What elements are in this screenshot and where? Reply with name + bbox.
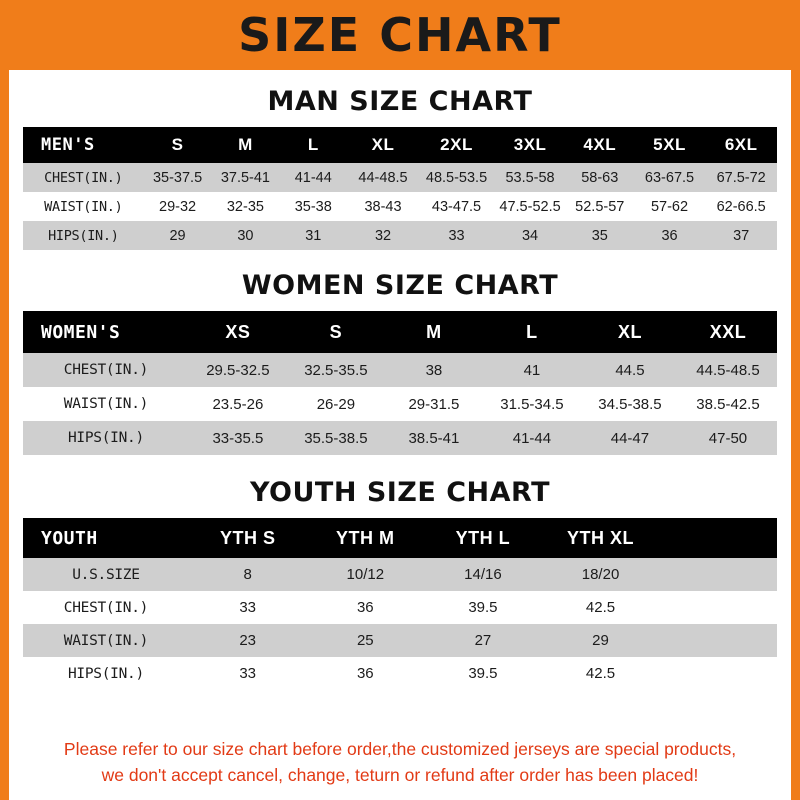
- man-cell-0-8: 67.5-72: [705, 163, 777, 192]
- man-col-1: M: [238, 135, 253, 154]
- table-row: [23, 558, 777, 591]
- order-notice: [23, 729, 777, 800]
- man-col-8: 6XL: [724, 135, 758, 154]
- women-cell-2-2: 38.5-41: [385, 421, 483, 455]
- women-cell-0-5: 44.5-48.5: [679, 353, 777, 387]
- table-row: [23, 353, 777, 387]
- man-col-5: 3XL: [513, 135, 547, 154]
- man-table-header-row: [23, 127, 777, 163]
- man-header-label: MEN'S: [41, 135, 95, 155]
- man-size-table: [23, 127, 777, 250]
- youth-cell-2-4: [659, 624, 777, 657]
- youth-cell-2-1: 25: [307, 624, 425, 657]
- man-cell-0-7: 63-67.5: [634, 163, 706, 192]
- women-cell-2-1: 35.5-38.5: [287, 421, 385, 455]
- man-cell-0-5: 53.5-58: [494, 163, 566, 192]
- table-row: [23, 624, 777, 657]
- man-cell-1-6: 52.5-57: [566, 192, 634, 221]
- man-row-2-label: HIPS(IN.): [23, 221, 144, 250]
- youth-section-title: YOUTH SIZE CHART: [249, 477, 551, 508]
- youth-cell-3-1: 36: [307, 657, 425, 690]
- women-cell-1-2: 29-31.5: [385, 387, 483, 421]
- youth-cell-0-2: 14/16: [424, 558, 542, 591]
- man-cell-2-4: 33: [419, 221, 494, 250]
- youth-col-3: YTH XL: [567, 527, 635, 548]
- women-cell-0-3: 41: [483, 353, 581, 387]
- youth-header-label: YOUTH: [41, 527, 98, 549]
- man-cell-2-0: 29: [144, 221, 212, 250]
- youth-cell-0-4: [659, 558, 777, 591]
- man-cell-2-3: 32: [347, 221, 419, 250]
- women-row-2-label: HIPS(IN.): [23, 421, 189, 455]
- youth-cell-1-1: 36: [307, 591, 425, 624]
- women-cell-1-3: 31.5-34.5: [483, 387, 581, 421]
- youth-cell-0-1: 10/12: [307, 558, 425, 591]
- youth-cell-2-3: 29: [542, 624, 660, 657]
- man-cell-1-2: 35-38: [279, 192, 347, 221]
- women-cell-2-3: 41-44: [483, 421, 581, 455]
- women-cell-0-1: 32.5-35.5: [287, 353, 385, 387]
- women-col-4: XL: [617, 321, 642, 342]
- table-row: [23, 657, 777, 690]
- man-cell-1-5: 47.5-52.5: [494, 192, 566, 221]
- youth-col-2: YTH L: [455, 527, 511, 548]
- youth-row-0-label: U.S.SIZE: [23, 558, 189, 591]
- youth-cell-3-3: 42.5: [542, 657, 660, 690]
- page-title: SIZE CHART: [238, 8, 562, 62]
- man-col-2: L: [307, 135, 319, 154]
- women-col-0: XS: [225, 321, 251, 342]
- women-col-1: S: [329, 321, 343, 342]
- man-col-3: XL: [371, 135, 395, 154]
- youth-size-table: [23, 518, 777, 690]
- man-col-0: S: [171, 135, 184, 154]
- youth-cell-0-3: 18/20: [542, 558, 660, 591]
- notice-line-2: we don't accept cancel, change, teturn or refund after order has been placed!: [101, 764, 699, 785]
- man-cell-1-4: 43-47.5: [419, 192, 494, 221]
- man-cell-1-7: 57-62: [634, 192, 706, 221]
- man-cell-0-3: 44-48.5: [347, 163, 419, 192]
- women-cell-1-0: 23.5-26: [189, 387, 287, 421]
- youth-cell-0-0: 8: [189, 558, 307, 591]
- man-cell-0-6: 58-63: [566, 163, 634, 192]
- women-cell-1-1: 26-29: [287, 387, 385, 421]
- women-section-title: WOMEN SIZE CHART: [241, 270, 559, 301]
- man-col-4: 2XL: [440, 135, 473, 154]
- women-cell-0-4: 44.5: [581, 353, 679, 387]
- youth-cell-1-2: 39.5: [424, 591, 542, 624]
- youth-row-2-label: WAIST(IN.): [23, 624, 189, 657]
- youth-col-0: YTH S: [219, 527, 276, 548]
- women-header-label: WOMEN'S: [41, 321, 121, 343]
- youth-cell-1-3: 42.5: [542, 591, 660, 624]
- women-col-5: XXL: [709, 321, 747, 342]
- chart-content: [9, 70, 791, 800]
- man-cell-0-1: 37.5-41: [211, 163, 279, 192]
- youth-table-header-row: [23, 518, 777, 558]
- man-col-7: 5XL: [653, 135, 686, 154]
- women-cell-2-5: 47-50: [679, 421, 777, 455]
- man-cell-0-4: 48.5-53.5: [419, 163, 494, 192]
- youth-row-3-label: HIPS(IN.): [23, 657, 189, 690]
- women-row-0-label: CHEST(IN.): [23, 353, 189, 387]
- man-row-0-label: CHEST(IN.): [23, 163, 144, 192]
- women-row-1-label: WAIST(IN.): [23, 387, 189, 421]
- man-col-6: 4XL: [583, 135, 617, 154]
- youth-row-1-label: CHEST(IN.): [23, 591, 189, 624]
- youth-cell-3-2: 39.5: [424, 657, 542, 690]
- youth-cell-2-0: 23: [189, 624, 307, 657]
- table-row: [23, 163, 777, 192]
- youth-cell-1-4: [659, 591, 777, 624]
- man-row-1-label: WAIST(IN.): [23, 192, 144, 221]
- table-row: [23, 387, 777, 421]
- man-section-title: MAN SIZE CHART: [267, 86, 533, 117]
- man-cell-0-0: 35-37.5: [144, 163, 212, 192]
- women-cell-1-4: 34.5-38.5: [581, 387, 679, 421]
- youth-cell-1-0: 33: [189, 591, 307, 624]
- youth-cell-3-0: 33: [189, 657, 307, 690]
- women-table-header-row: [23, 311, 777, 353]
- table-row: [23, 192, 777, 221]
- man-cell-2-1: 30: [211, 221, 279, 250]
- youth-col-1: YTH M: [336, 527, 395, 548]
- man-cell-2-7: 36: [634, 221, 706, 250]
- man-cell-1-0: 29-32: [144, 192, 212, 221]
- page-banner: [9, 0, 791, 70]
- table-row: [23, 421, 777, 455]
- women-col-3: L: [526, 321, 538, 342]
- man-cell-0-2: 41-44: [279, 163, 347, 192]
- women-cell-0-2: 38: [385, 353, 483, 387]
- man-cell-2-5: 34: [494, 221, 566, 250]
- women-cell-2-4: 44-47: [581, 421, 679, 455]
- women-cell-2-0: 33-35.5: [189, 421, 287, 455]
- table-row: [23, 221, 777, 250]
- table-row: [23, 591, 777, 624]
- women-cell-1-5: 38.5-42.5: [679, 387, 777, 421]
- women-cell-0-0: 29.5-32.5: [189, 353, 287, 387]
- man-cell-1-8: 62-66.5: [705, 192, 777, 221]
- women-size-table: [23, 311, 777, 455]
- youth-cell-2-2: 27: [424, 624, 542, 657]
- man-cell-2-2: 31: [279, 221, 347, 250]
- women-col-2: M: [426, 321, 442, 342]
- man-cell-1-3: 38-43: [347, 192, 419, 221]
- man-cell-1-1: 32-35: [211, 192, 279, 221]
- notice-line-1: Please refer to our size chart before order,the customized jerseys are special products,: [63, 739, 737, 760]
- man-cell-2-6: 35: [566, 221, 634, 250]
- youth-cell-3-4: [659, 657, 777, 690]
- youth-col-4: [659, 518, 777, 558]
- man-cell-2-8: 37: [705, 221, 777, 250]
